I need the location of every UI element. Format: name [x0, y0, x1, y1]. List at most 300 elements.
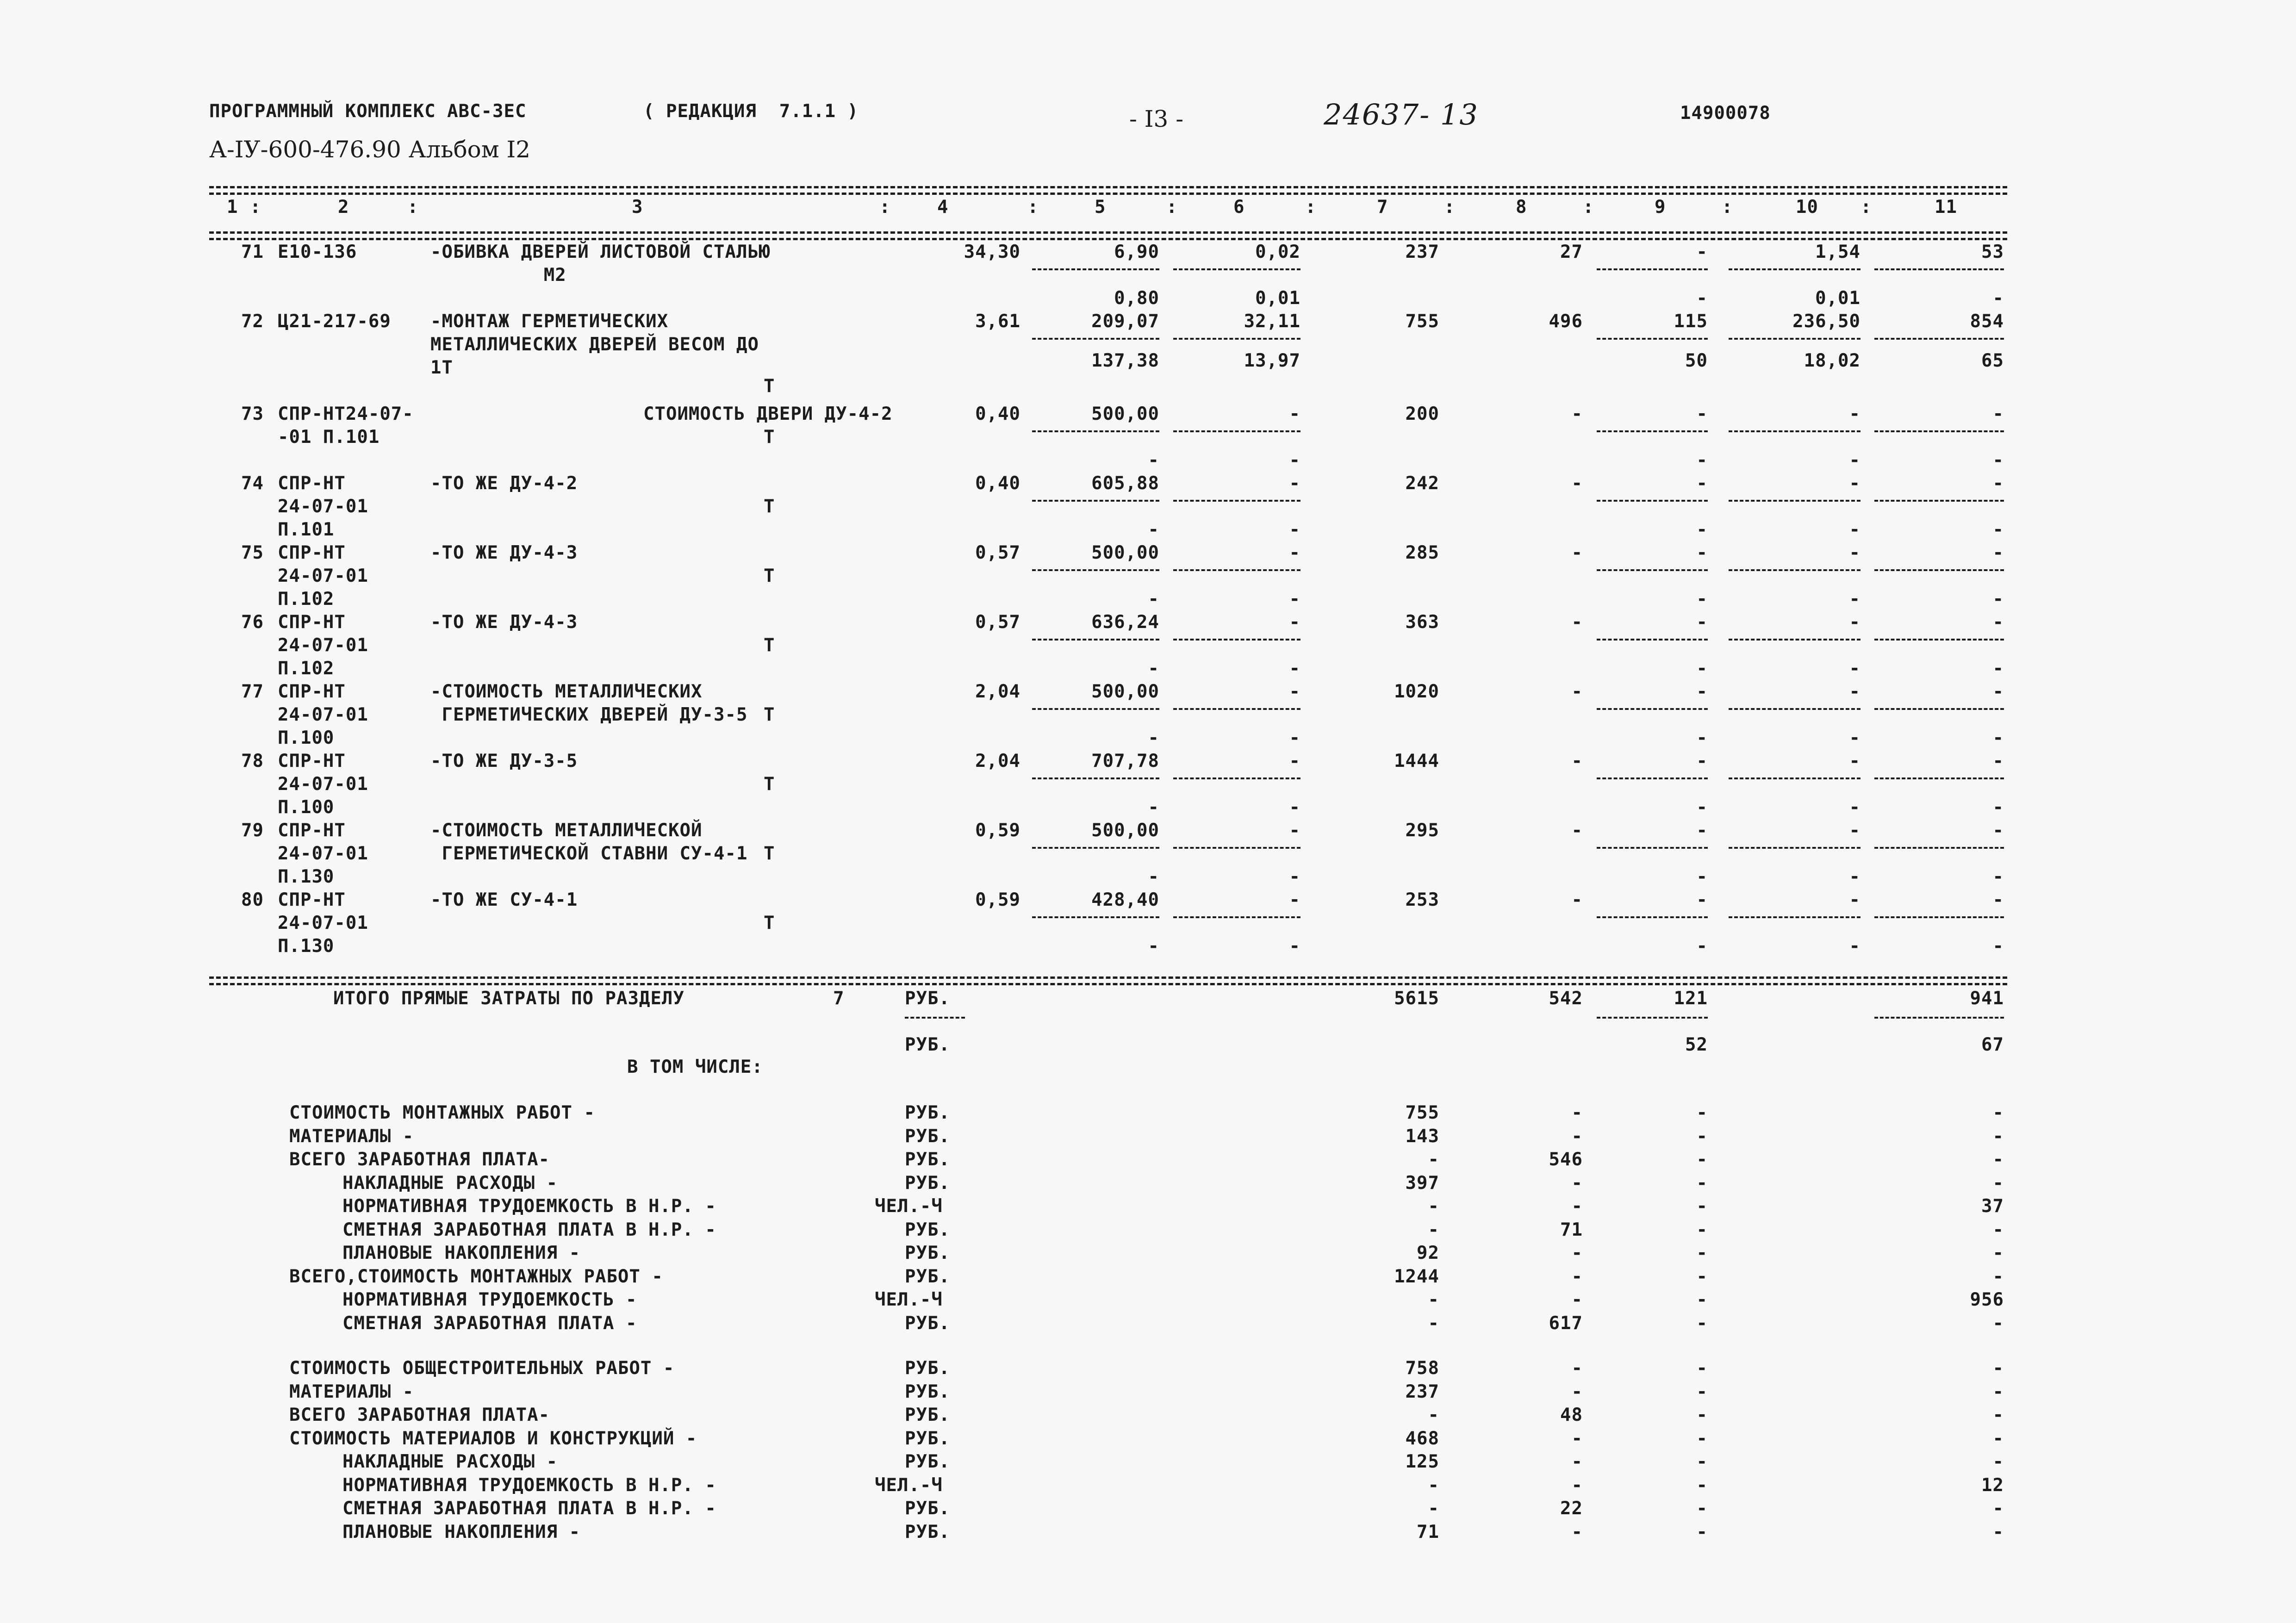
summary-machines: -: [1696, 1149, 1708, 1170]
summary-label: СМЕТНАЯ ЗАРАБОТНАЯ ПЛАТА -: [342, 1312, 637, 1334]
value-divider: [1173, 847, 1300, 849]
row-unit: Т: [764, 427, 775, 448]
row-unit-labor-lower: -: [1289, 658, 1300, 679]
row-quantity: 0,57: [975, 542, 1020, 563]
value-divider: [1173, 708, 1300, 710]
row-labor-hours-lower: -: [1849, 797, 1860, 818]
value-divider: [1874, 338, 2004, 340]
row-total-cost: 200: [1405, 404, 1439, 424]
row-machines-lower: -: [1696, 797, 1708, 818]
summary-unit: РУБ.: [905, 1405, 950, 1425]
row-unit-labor-lower: -: [1289, 797, 1300, 818]
summary-total-labor: 546: [1549, 1149, 1583, 1170]
row-labor-hours-lower: 0,01: [1815, 288, 1860, 309]
summary-machines: -: [1696, 1196, 1708, 1217]
row-unit-labor-lower: -: [1289, 519, 1300, 540]
value-divider: [1874, 430, 2004, 432]
column-header-5: 5: [1095, 197, 1106, 218]
column-separator: :: [407, 197, 419, 218]
row-total-hours-lower: 65: [1981, 350, 2004, 371]
row-labor-hours-lower: -: [1849, 866, 1860, 887]
row-total-hours: 854: [1970, 311, 2004, 332]
column-separator: :: [250, 197, 261, 218]
summary-total-labor: -: [1571, 1126, 1583, 1147]
summary-total-cost: -: [1428, 1196, 1439, 1217]
including-label: В ТОМ ЧИСЛЕ:: [627, 1057, 763, 1077]
row-code: СПР-НТ: [278, 473, 346, 494]
row-unit-labor: -: [1289, 404, 1300, 424]
row-unit: Т: [764, 635, 775, 656]
row-total-hours: -: [1992, 404, 2004, 424]
summary-label: МАТЕРИАЛЫ -: [289, 1381, 414, 1402]
value-divider: [1874, 268, 2004, 270]
row-unit-cost: 500,00: [1091, 820, 1159, 841]
row-description: СТОИМОСТЬ ДВЕРИ ДУ-4-2: [643, 404, 893, 424]
summary-total-cost: -: [1428, 1498, 1439, 1519]
row-labor-hours: -: [1849, 404, 1860, 424]
value-divider: [1032, 430, 1159, 432]
value-divider: [1729, 639, 1860, 640]
totals-unit-lower: РУБ.: [905, 1034, 950, 1055]
row-total-hours: -: [1992, 681, 2004, 702]
row-unit: Т: [764, 704, 775, 725]
row-code: СПР-НТ: [278, 542, 346, 563]
row-unit-labor: -: [1289, 751, 1300, 771]
column-header-3: 3: [632, 197, 643, 218]
row-labor-hours: -: [1849, 542, 1860, 563]
row-quantity: 0,57: [975, 612, 1020, 633]
row-description: -МОНТАЖ ГЕРМЕТИЧЕСКИХ: [430, 311, 669, 332]
totals-hours: 941: [1970, 988, 2004, 1009]
row-description: -СТОИМОСТЬ МЕТАЛЛИЧЕСКОЙ: [430, 820, 703, 841]
value-divider: [1032, 916, 1159, 918]
value-divider: [1874, 777, 2004, 779]
value-divider: [1729, 268, 1860, 270]
row-total-hours: 53: [1981, 242, 2004, 262]
row-quantity: 0,40: [975, 404, 1020, 424]
row-machines: -: [1696, 681, 1708, 702]
row-unit-cost-lower: -: [1148, 589, 1159, 609]
row-machines: -: [1696, 242, 1708, 262]
table-bottom-rule: [209, 976, 2007, 979]
value-divider: [1597, 500, 1708, 502]
summary-total-cost: 758: [1405, 1358, 1439, 1379]
row-unit-labor: -: [1289, 542, 1300, 563]
summary-machines: -: [1696, 1381, 1708, 1402]
row-labor-hours-lower: -: [1849, 936, 1860, 957]
value-divider: [1173, 569, 1300, 571]
row-code: П.101: [278, 519, 335, 540]
summary-total-labor: 71: [1560, 1219, 1583, 1240]
row-unit: Т: [764, 376, 775, 397]
summary-total-labor: -: [1571, 1428, 1583, 1449]
summary-hours: -: [1992, 1266, 2004, 1287]
summary-hours: -: [1992, 1219, 2004, 1240]
summary-hours: -: [1992, 1521, 2004, 1542]
row-unit-cost-lower: -: [1148, 658, 1159, 679]
value-divider: [1032, 777, 1159, 779]
summary-machines: -: [1696, 1451, 1708, 1472]
row-machines: -: [1696, 542, 1708, 563]
summary-hours: -: [1992, 1498, 2004, 1519]
header-bottom-rule-2: [209, 238, 2007, 240]
row-unit: Т: [764, 496, 775, 517]
row-description: -ОБИВКА ДВЕРЕЙ ЛИСТОВОЙ СТАЛЬЮ: [430, 242, 771, 262]
summary-hours: -: [1992, 1126, 2004, 1147]
totals-unit: РУБ.: [905, 988, 950, 1009]
summary-total-labor: -: [1571, 1358, 1583, 1379]
value-divider: [1597, 268, 1708, 270]
value-divider: [1597, 569, 1708, 571]
totals-section: 7: [833, 988, 845, 1009]
row-description: -01 П.101: [278, 427, 380, 448]
row-unit-cost-lower: 0,80: [1114, 288, 1159, 309]
summary-unit: РУБ.: [905, 1451, 950, 1472]
summary-label: ВСЕГО,СТОИМОСТЬ МОНТАЖНЫХ РАБОТ -: [289, 1266, 663, 1287]
row-number: 78: [241, 751, 264, 771]
row-total-hours-lower: -: [1992, 288, 2004, 309]
row-unit-cost: 707,78: [1091, 751, 1159, 771]
row-code: 24-07-01: [278, 704, 368, 725]
row-description: -ТО ЖЕ ДУ-4-3: [430, 542, 578, 563]
summary-total-cost: 237: [1405, 1381, 1439, 1402]
summary-machines: -: [1696, 1126, 1708, 1147]
row-total-cost: 253: [1405, 889, 1439, 910]
row-description: ГЕРМЕТИЧЕСКИХ ДВЕРЕЙ ДУ-3-5: [430, 704, 748, 725]
row-number: 79: [241, 820, 264, 841]
summary-unit: ЧЕЛ.-Ч: [875, 1196, 943, 1217]
row-unit-cost: 500,00: [1091, 542, 1159, 563]
row-machines: -: [1696, 751, 1708, 771]
value-divider: [1597, 777, 1708, 779]
row-quantity: 34,30: [964, 242, 1020, 262]
summary-machines: -: [1696, 1312, 1708, 1334]
column-header-7: 7: [1377, 197, 1388, 218]
column-header-9: 9: [1655, 197, 1666, 218]
row-unit-cost-lower: -: [1148, 797, 1159, 818]
row-unit-cost: 500,00: [1091, 681, 1159, 702]
column-separator: :: [1305, 197, 1317, 218]
row-description: 1Т: [430, 357, 453, 378]
summary-label: НОРМАТИВНАЯ ТРУДОЕМКОСТЬ -: [342, 1289, 637, 1310]
row-total-hours: -: [1992, 751, 2004, 771]
column-header-11: 11: [1935, 197, 1957, 218]
summary-unit: РУБ.: [905, 1381, 950, 1402]
row-total-labor: 27: [1560, 242, 1583, 262]
value-divider: [1173, 268, 1300, 270]
summary-hours: -: [1992, 1405, 2004, 1425]
row-total-hours-lower: -: [1992, 728, 2004, 748]
value-divider: [1729, 569, 1860, 571]
column-separator: :: [879, 197, 891, 218]
album-title: А-IУ-600-476.90 Альбом I2: [209, 136, 531, 163]
value-divider: [1173, 777, 1300, 779]
value-divider: [1597, 639, 1708, 640]
summary-label: МАТЕРИАЛЫ -: [289, 1126, 414, 1147]
program-edition: ( РЕДАКЦИЯ 7.1.1 ): [643, 101, 859, 122]
row-code: Е10-136: [278, 242, 357, 262]
row-machines-lower: -: [1696, 866, 1708, 887]
row-labor-hours-lower: 18,02: [1804, 350, 1860, 371]
summary-unit: РУБ.: [905, 1243, 950, 1263]
value-divider: [1173, 430, 1300, 432]
row-labor-hours: -: [1849, 889, 1860, 910]
row-labor-hours-lower: -: [1849, 519, 1860, 540]
summary-total-cost: 92: [1417, 1243, 1439, 1263]
totals-label: ИТОГО ПРЯМЫЕ ЗАТРАТЫ ПО РАЗДЕЛУ: [333, 988, 684, 1009]
summary-total-labor: -: [1571, 1381, 1583, 1402]
summary-total-cost: -: [1428, 1149, 1439, 1170]
row-number: 71: [241, 242, 264, 262]
row-code: СПР-НТ: [278, 820, 346, 841]
row-unit-labor: 0,02: [1255, 242, 1300, 262]
column-header-8: 8: [1516, 197, 1527, 218]
row-total-hours-lower: -: [1992, 519, 2004, 540]
row-unit-cost: 6,90: [1114, 242, 1159, 262]
row-labor-hours-lower: -: [1849, 658, 1860, 679]
summary-machines: -: [1696, 1102, 1708, 1123]
value-divider: [1729, 500, 1860, 502]
summary-label: НАКЛАДНЫЕ РАСХОДЫ -: [342, 1172, 558, 1194]
summary-total-cost: 1244: [1394, 1266, 1439, 1287]
summary-machines: -: [1696, 1358, 1708, 1379]
summary-machines: -: [1696, 1289, 1708, 1310]
summary-hours: -: [1992, 1102, 2004, 1123]
value-divider: [1032, 569, 1159, 571]
value-divider: [1729, 916, 1860, 918]
summary-label: СМЕТНАЯ ЗАРАБОТНАЯ ПЛАТА В Н.Р. -: [342, 1498, 716, 1519]
summary-unit: РУБ.: [905, 1498, 950, 1519]
value-divider: [1597, 916, 1708, 918]
value-divider: [1597, 430, 1708, 432]
summary-total-cost: -: [1428, 1405, 1439, 1425]
row-unit-labor-lower: -: [1289, 589, 1300, 609]
summary-label: СТОИМОСТЬ МОНТАЖНЫХ РАБОТ -: [289, 1102, 595, 1123]
row-total-cost: 242: [1405, 473, 1439, 494]
row-description: -ТО ЖЕ ДУ-4-3: [430, 612, 578, 633]
summary-machines: -: [1696, 1428, 1708, 1449]
row-total-labor: -: [1571, 820, 1583, 841]
value-divider: [1729, 847, 1860, 849]
summary-total-cost: 397: [1405, 1172, 1439, 1194]
table-top-rule: [209, 186, 2007, 188]
summary-unit: РУБ.: [905, 1126, 950, 1147]
row-description: -ТО ЖЕ СУ-4-1: [430, 889, 578, 910]
summary-unit: РУБ.: [905, 1266, 950, 1287]
row-unit: Т: [764, 566, 775, 586]
value-divider: [1597, 708, 1708, 710]
row-machines: 115: [1674, 311, 1708, 332]
row-unit-cost-lower: 137,38: [1091, 350, 1159, 371]
totals-hours-lower: 67: [1981, 1034, 2004, 1055]
row-quantity: 3,61: [975, 311, 1020, 332]
row-machines-lower: -: [1696, 450, 1708, 471]
row-total-cost: 295: [1405, 820, 1439, 841]
row-total-hours: -: [1992, 612, 2004, 633]
row-code: П.130: [278, 866, 335, 887]
value-divider: [1032, 500, 1159, 502]
row-unit-cost-lower: -: [1148, 936, 1159, 957]
row-total-cost: 1444: [1394, 751, 1439, 771]
value-divider: [1874, 708, 2004, 710]
summary-machines: -: [1696, 1474, 1708, 1496]
row-code: СПР-НТ: [278, 889, 346, 910]
value-divider: [1173, 916, 1300, 918]
value-divider: [1032, 847, 1159, 849]
value-divider: [1032, 639, 1159, 640]
column-separator: :: [1027, 197, 1039, 218]
column-separator: :: [1583, 197, 1594, 218]
row-labor-hours-lower: -: [1849, 450, 1860, 471]
row-total-cost: 755: [1405, 311, 1439, 332]
summary-label: СТОИМОСТЬ МАТЕРИАЛОВ И КОНСТРУКЦИЙ -: [289, 1428, 697, 1449]
totals-total-cost: 5615: [1394, 988, 1439, 1009]
row-labor-hours: -: [1849, 820, 1860, 841]
column-separator: :: [1722, 197, 1733, 218]
row-code: П.100: [278, 728, 335, 748]
column-separator: :: [1444, 197, 1456, 218]
row-code: П.100: [278, 797, 335, 818]
row-total-labor: -: [1571, 889, 1583, 910]
row-total-hours-lower: -: [1992, 658, 2004, 679]
value-divider: [1032, 708, 1159, 710]
totals-divider: [1597, 1017, 1708, 1019]
row-code: 24-07-01: [278, 496, 368, 517]
value-divider: [1173, 639, 1300, 640]
row-code: 24-07-01: [278, 635, 368, 656]
row-quantity: 2,04: [975, 681, 1020, 702]
summary-label: НОРМАТИВНАЯ ТРУДОЕМКОСТЬ В Н.Р. -: [342, 1474, 716, 1496]
row-unit-cost-lower: -: [1148, 519, 1159, 540]
value-divider: [1032, 268, 1159, 270]
row-labor-hours-lower: -: [1849, 728, 1860, 748]
page-number: - I3 -: [1129, 106, 1184, 132]
summary-total-cost: -: [1428, 1312, 1439, 1334]
row-code: СПР-НТ: [278, 612, 346, 633]
row-machines: -: [1696, 473, 1708, 494]
row-description: -ТО ЖЕ ДУ-3-5: [430, 751, 578, 771]
row-total-hours: -: [1992, 820, 2004, 841]
row-total-cost: 363: [1405, 612, 1439, 633]
summary-total-labor: -: [1571, 1243, 1583, 1263]
row-unit-labor: -: [1289, 820, 1300, 841]
summary-total-cost: 468: [1405, 1428, 1439, 1449]
row-total-labor: -: [1571, 542, 1583, 563]
summary-machines: -: [1696, 1405, 1708, 1425]
row-quantity: 0,59: [975, 889, 1020, 910]
row-number: 77: [241, 681, 264, 702]
row-total-labor: -: [1571, 473, 1583, 494]
column-header-10: 10: [1796, 197, 1818, 218]
row-machines: -: [1696, 820, 1708, 841]
row-unit-labor-lower: -: [1289, 866, 1300, 887]
row-number: 73: [241, 404, 264, 424]
row-machines-lower: -: [1696, 589, 1708, 609]
table-top-rule-2: [209, 193, 2007, 195]
row-code: 24-07-01: [278, 774, 368, 795]
row-total-hours: -: [1992, 889, 2004, 910]
row-unit: Т: [764, 843, 775, 864]
value-divider: [1874, 847, 2004, 849]
column-header-4: 4: [937, 197, 949, 218]
value-divider: [1874, 916, 2004, 918]
table-bottom-rule-2: [209, 983, 2007, 985]
summary-machines: -: [1696, 1521, 1708, 1542]
row-code: П.130: [278, 936, 335, 957]
row-unit-labor-lower: -: [1289, 450, 1300, 471]
row-machines: -: [1696, 889, 1708, 910]
summary-hours: 12: [1981, 1474, 2004, 1496]
column-header-6: 6: [1233, 197, 1245, 218]
value-divider: [1874, 569, 2004, 571]
summary-label: СТОИМОСТЬ ОБЩЕСТРОИТЕЛЬНЫХ РАБОТ -: [289, 1358, 675, 1379]
summary-machines: -: [1696, 1243, 1708, 1263]
row-code: П.102: [278, 658, 335, 679]
summary-hours: 37: [1981, 1196, 2004, 1217]
value-divider: [1597, 338, 1708, 340]
column-separator: :: [1860, 197, 1872, 218]
row-machines-lower: -: [1696, 728, 1708, 748]
row-machines-lower: -: [1696, 936, 1708, 957]
summary-total-labor: -: [1571, 1474, 1583, 1496]
summary-label: СМЕТНАЯ ЗАРАБОТНАЯ ПЛАТА В Н.Р. -: [342, 1219, 716, 1240]
value-divider: [1173, 338, 1300, 340]
summary-hours: -: [1992, 1312, 2004, 1334]
row-code: 24-07-01: [278, 843, 368, 864]
row-total-cost: 1020: [1394, 681, 1439, 702]
row-total-labor: -: [1571, 612, 1583, 633]
row-description: ГЕРМЕТИЧЕСКОЙ СТАВНИ СУ-4-1: [430, 843, 748, 864]
row-machines-lower: 50: [1685, 350, 1708, 371]
row-quantity: 0,59: [975, 820, 1020, 841]
row-unit: Т: [764, 774, 775, 795]
row-description: -СТОИМОСТЬ МЕТАЛЛИЧЕСКИХ: [430, 681, 703, 702]
handwritten-note: 24637- 13: [1324, 98, 1479, 131]
row-total-labor: -: [1571, 681, 1583, 702]
row-labor-hours: -: [1849, 681, 1860, 702]
row-labor-hours: -: [1849, 612, 1860, 633]
row-code: СПР-НТ: [278, 751, 346, 771]
summary-total-cost: 125: [1405, 1451, 1439, 1472]
row-unit-labor: -: [1289, 612, 1300, 633]
row-number: 76: [241, 612, 264, 633]
row-machines-lower: -: [1696, 288, 1708, 309]
row-code: Ц21-217-69: [278, 311, 391, 332]
summary-hours: -: [1992, 1172, 2004, 1194]
row-number: 74: [241, 473, 264, 494]
totals-divider: [1874, 1017, 2004, 1019]
summary-unit: РУБ.: [905, 1102, 950, 1123]
row-total-hours-lower: -: [1992, 866, 2004, 887]
value-divider: [1729, 777, 1860, 779]
row-total-cost: 285: [1405, 542, 1439, 563]
row-total-hours-lower: -: [1992, 450, 2004, 471]
row-total-labor: 496: [1549, 311, 1583, 332]
row-labor-hours: 1,54: [1815, 242, 1860, 262]
row-unit-labor: 32,11: [1244, 311, 1300, 332]
row-labor-hours: 236,50: [1792, 311, 1860, 332]
column-header-2: 2: [338, 197, 349, 218]
row-labor-hours: -: [1849, 751, 1860, 771]
value-divider: [1597, 847, 1708, 849]
value-divider: [1729, 430, 1860, 432]
row-description: МЕТАЛЛИЧЕСКИХ ДВЕРЕЙ ВЕСОМ ДО: [430, 334, 759, 355]
summary-unit: РУБ.: [905, 1358, 950, 1379]
column-separator: :: [1166, 197, 1178, 218]
row-code: П.102: [278, 589, 335, 609]
summary-machines: -: [1696, 1219, 1708, 1240]
row-total-hours-lower: -: [1992, 797, 2004, 818]
